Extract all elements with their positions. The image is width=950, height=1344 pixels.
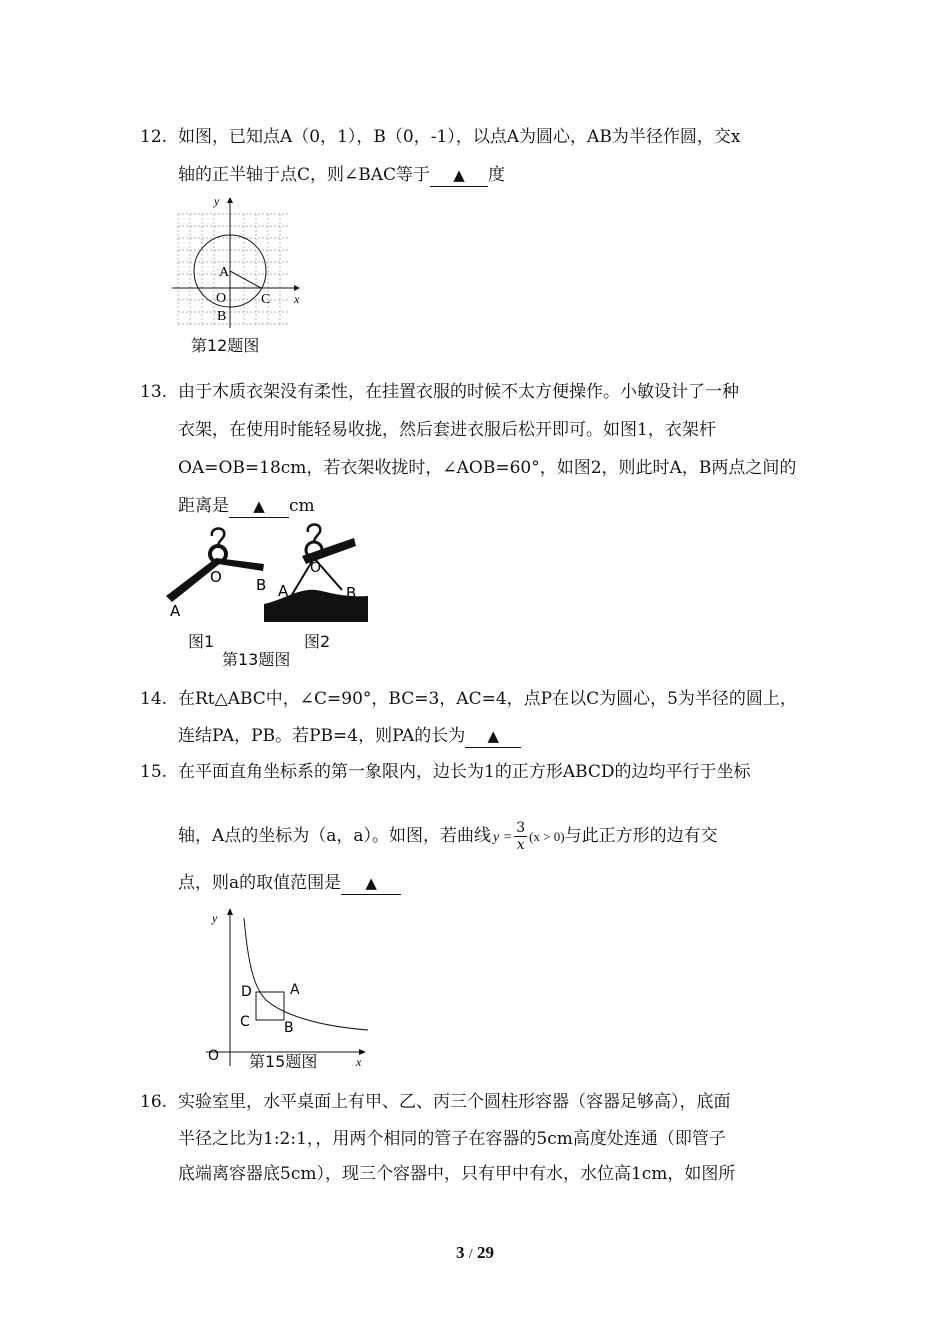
q13-line-4	[178, 495, 315, 518]
q13-fig1-caption: 图1	[188, 632, 215, 651]
q13-fig2-caption: 图2	[304, 632, 331, 651]
q12-figure	[170, 192, 310, 332]
q13-line-3: OA=OB=18cm，若衣架收拢时，∠AOB=60°，如图2，则此时A，B两点之间的	[178, 458, 797, 478]
q12-caption: 第12题图	[191, 336, 260, 355]
q15-line-3	[178, 872, 401, 895]
q15-line-2	[178, 816, 718, 858]
q15-fig-label-c: C	[240, 1014, 250, 1030]
page-total: 29	[476, 1243, 494, 1262]
q14-number: 14.	[140, 689, 168, 709]
q13-fig1-label-b: B	[256, 576, 267, 594]
q12-fig-label-c: C	[261, 292, 271, 307]
q13-number: 13.	[140, 382, 168, 402]
q15-fig-label-o: O	[208, 1048, 220, 1064]
q13-figure-2	[262, 522, 372, 632]
q12-line-2-text: 轴的正半轴于点C，则∠BAC等于	[178, 165, 431, 185]
q15-answer-blank: ▲	[341, 872, 401, 895]
page-separator: /	[468, 1247, 473, 1262]
q14-answer-blank: ▲	[465, 725, 521, 748]
q15-formula-condition: (x > 0)	[529, 829, 565, 844]
page-number: 3	[456, 1243, 465, 1262]
q15-formula-denominator: x	[516, 837, 525, 853]
q13-fig2-label-b: B	[346, 584, 357, 602]
q12-fig-label-a: A	[219, 265, 230, 280]
q13-answer-blank: ▲	[229, 495, 289, 518]
q12-fig-label-o: O	[216, 291, 227, 306]
q13-fig1-label-a: A	[170, 602, 181, 620]
q15-line-2-text: 轴，A点的坐标为（a，a）。如图，若曲线	[178, 826, 492, 846]
q15-fig-label-x: x	[356, 1055, 362, 1069]
page-footer	[0, 1243, 950, 1263]
q12-fig-label-b: B	[217, 309, 227, 324]
q15-line-1: 在平面直角坐标系的第一象限内，边长为1的正方形ABCD的边均平行于坐标	[178, 762, 751, 782]
q12-line-1: 如图，已知点A（0，1），B（0，-1），以点A为圆心，AB为半径作圆，交x	[178, 127, 741, 147]
q15-fig-label-d: D	[241, 984, 252, 1000]
q14-line-1: 在Rt△ABC中，∠C=90°，BC=3，AC=4，点P在以C为圆心，5为半径的圆上，	[178, 689, 797, 709]
q15-line-2-end: 与此正方形的边有交	[564, 826, 718, 846]
q15-formula-fraction	[514, 820, 527, 853]
q13-line-4-text: 距离是	[178, 496, 229, 516]
q16-line-1: 实验室里，水平桌面上有甲、乙、丙三个圆柱形容器（容器足够高），底面	[178, 1092, 731, 1112]
q15-figure	[196, 904, 376, 1074]
q13-line-4-end: cm	[289, 496, 315, 516]
q15-fig-label-a: A	[290, 982, 300, 998]
q13-fig2-label-o: O	[310, 560, 322, 576]
q13-fig2-label-a: A	[278, 582, 289, 600]
q15-line-3-text: 点，则a的取值范围是	[178, 873, 342, 893]
q12-answer-blank: ▲	[430, 164, 488, 187]
q16-line-3: 底端离容器底5cm），现三个容器中，只有甲中有水，水位高1cm，如图所	[178, 1164, 736, 1184]
q15-fig-label-y: y	[212, 911, 218, 925]
q15-formula-numerator: 3	[516, 820, 526, 836]
q14-line-2-text: 连结PA，PB。若PB=4，则PA的长为	[178, 726, 466, 746]
q13-caption: 第13题图	[222, 650, 291, 669]
q12-line-2-end: 度	[488, 165, 506, 185]
q14-line-2	[178, 725, 521, 748]
q12-line-2	[178, 164, 505, 187]
q12-fig-label-y: y	[214, 194, 220, 208]
q15-formula-y: y =	[493, 830, 513, 845]
q13-fig1-label-o: O	[210, 568, 222, 586]
q12-number: 12.	[140, 127, 168, 147]
q13-line-2: 衣架，在使用时能轻易收拢，然后套进衣服后松开即可。如图1，衣架杆	[178, 420, 716, 440]
q13-line-1: 由于木质衣架没有柔性，在挂置衣服的时候不太方便操作。小敏设计了一种	[178, 382, 739, 402]
q15-caption: 第15题图	[249, 1052, 318, 1071]
q15-fig-label-b: B	[284, 1020, 294, 1036]
q15-number: 15.	[140, 762, 168, 782]
q12-fig-label-x: x	[294, 292, 300, 306]
q16-number: 16.	[140, 1092, 168, 1112]
q16-line-2: 半径之比为1:2:1，，用两个相同的管子在容器的5cm高度处连通（即管子	[178, 1129, 726, 1149]
